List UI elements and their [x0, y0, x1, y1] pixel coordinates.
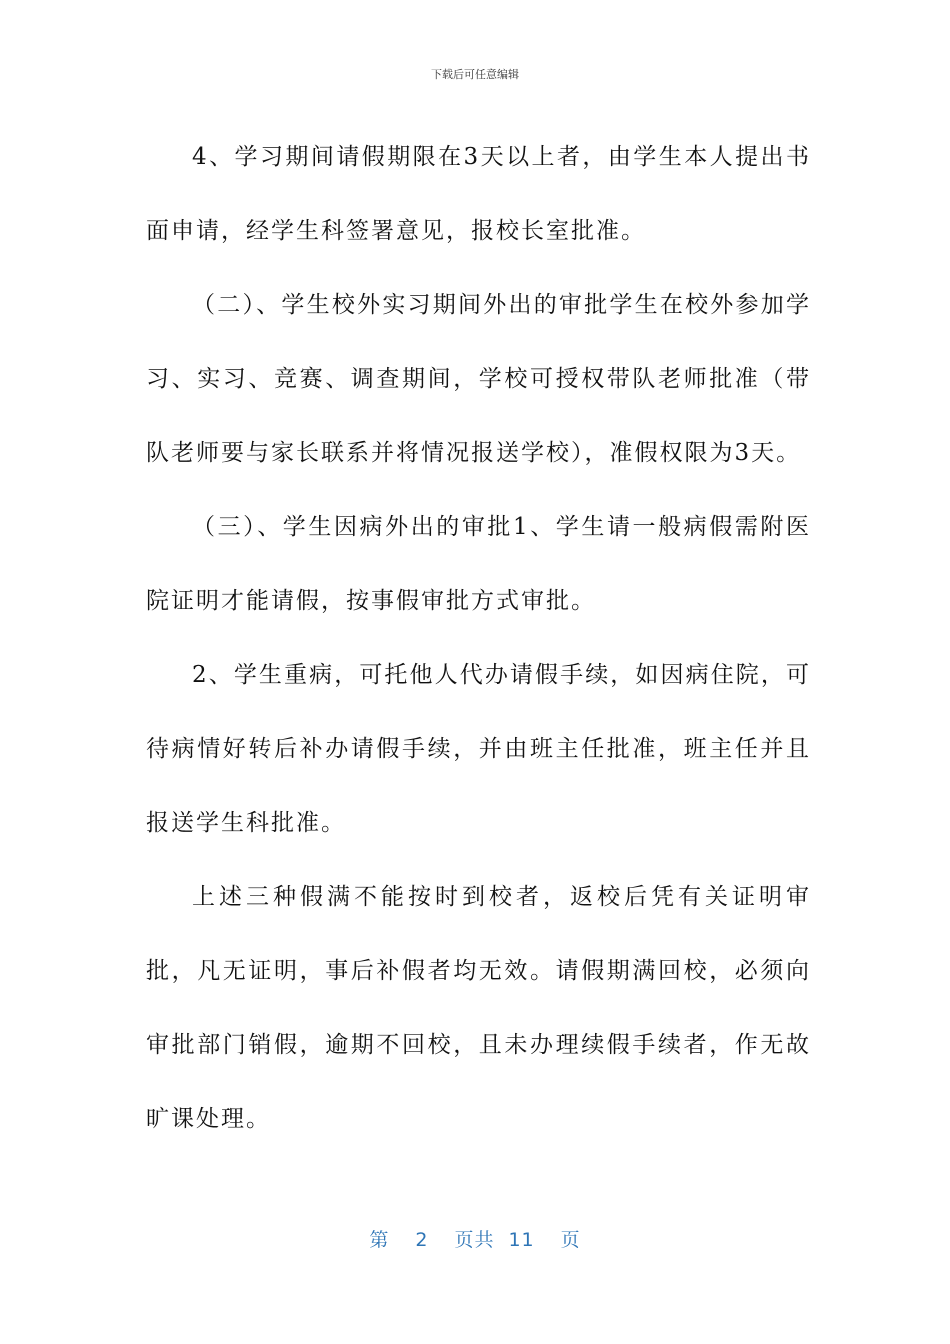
- paragraph-4: 2、学生重病，可托他人代办请假手续，如因病住院，可待病情好转后补办请假手续，并由班主任批准，班主任并且报送学生科批准。: [146, 662, 811, 836]
- paragraph-2: （二）、学生校外实习期间外出的审批学生在校外参加学习、实习、竞赛、调查期间，学校可授权带队老师批准（带队老师要与家长联系并将情况报送学校），准假权限为3天。: [146, 292, 811, 466]
- document-body: [146, 120, 811, 1156]
- footer-middle: 页共: [454, 1229, 495, 1251]
- paragraph-3: （三）、学生因病外出的审批1、学生请一般病假需附医院证明才能请假，按事假审批方式审批。: [146, 514, 811, 614]
- footer-page-number: 2: [415, 1229, 429, 1251]
- footer-suffix: 页: [560, 1229, 581, 1251]
- page-footer: [0, 1225, 950, 1252]
- footer-total-pages: 11: [508, 1229, 535, 1251]
- paragraph-5: 上述三种假满不能按时到校者，返校后凭有关证明审批，凡无证明，事后补假者均无效。请假期满回校，必须向审批部门销假，逾期不回校，且未办理续假手续者，作无故旷课处理。: [146, 884, 811, 1132]
- header-note: 下载后可任意编辑: [431, 68, 519, 81]
- paragraph-1: 4、学习期间请假期限在3天以上者，由学生本人提出书面申请，经学生科签署意见，报校长室批准。: [146, 144, 811, 244]
- footer-prefix: 第: [369, 1229, 390, 1251]
